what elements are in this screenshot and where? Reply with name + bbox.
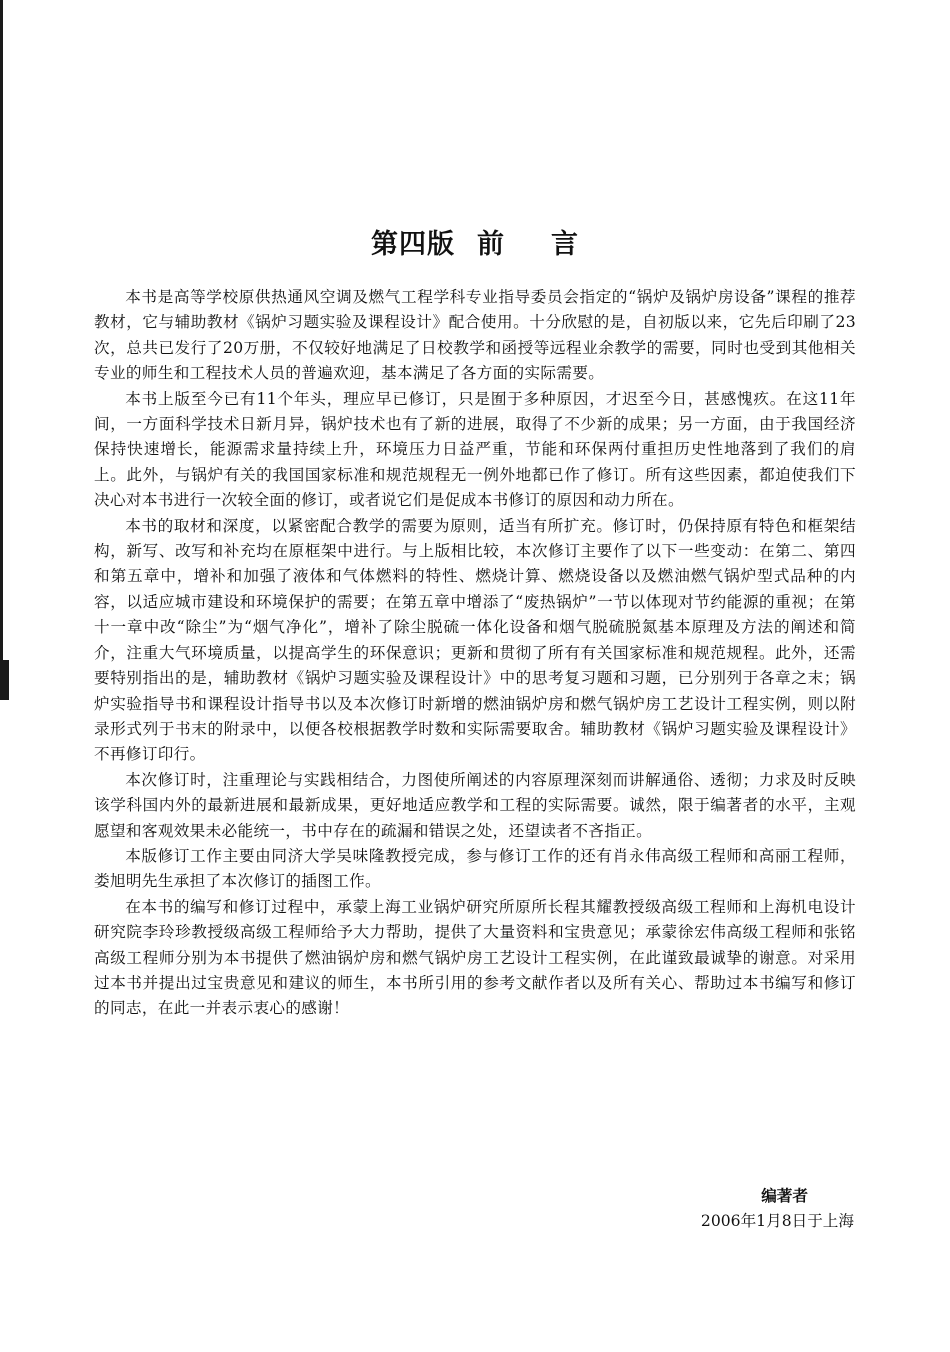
page-title xyxy=(0,223,950,267)
paragraph-5: 本版修订工作主要由同济大学吴味隆教授完成，参与修订工作的还有肖永伟高级工程师和高丽工程师，娄旭明先生承担了本次修订的插图工作。 xyxy=(94,846,856,891)
signature-date-place: 2006年1月8日于上海 xyxy=(700,1212,854,1230)
signature-author: 编著者 xyxy=(761,1187,808,1205)
paragraph-6: 在本书的编写和修订过程中，承蒙上海工业锅炉研究所原所长程其耀教授级高级工程师和上海机电设计研究院李玲珍教授级高级工程师给予大力帮助，提供了大量资料和宝贵意见；承蒙徐宏伟高级工程师和张铭高级工程师分别为本书提供了燃油锅炉房和燃气锅炉房工艺设计工程实例，在此谨致最诚挚的谢意。对采用过本书并提出过宝贵意见和建议的师生，本书所引用的参考文献作者以及所有关心、帮助过本书编写和修订的同志，在此一并表示衷心的感谢！ xyxy=(94,897,856,1018)
scan-edge-notch xyxy=(0,660,9,700)
paragraph-3: 本书的取材和深度，以紧密配合教学的需要为原则，适当有所扩充。修订时，仍保持原有特色和框架结构，新写、改写和补充均在原框架中进行。与上版相比较，本次修订主要作了以下一些变动：在第二、第四和第五章中，增补和加强了液体和气体燃料的特性、燃烧计算、燃烧设备以及燃油燃气锅炉型式品种的内容，以适应城市建设和环境保护的需要；在第五章中增添了“废热锅炉”一节以体现对节约能源的重视；在第十一章中改“除尘”为“烟气净化”，增补了除尘脱硫一体化设备和烟气脱硫脱氮基本原理及方法的阐述和简介，注重大气环境质量，以提高学生的环保意识；更新和贯彻了所有有关国家标准和规范规程。此外，还需要特别指出的是，辅助教材《锅炉习题实验及课程设计》中的思考复习题和习题，已分别列于各章之末；锅炉实验指导书和课程设计指导书以及本次修订时新增的燃油锅炉房和燃气锅炉房工艺设计工程实例，则以附录形式列于书末的附录中，以便各校根据教学时数和实际需要取舍。辅助教材《锅炉习题实验及课程设计》不再修订印行。 xyxy=(94,516,856,764)
paragraph-2: 本书上版至今已有11个年头，理应早已修订，只是囿于多种原因，才迟至今日，甚感愧疚。在这11年间，一方面科学技术日新月异，锅炉技术也有了新的进展，取得了不少新的成果；另一方面，由于我国经济保持快速增长，能源需求量持续上升，环境压力日益严重，节能和环保两付重担历史性地落到了我们的肩上。此外，与锅炉有关的我国国家标准和规范规程无一例外地都已作了修订。所有这些因素，都迫使我们下决心对本书进行一次较全面的修订，或者说它们是促成本书修订的原因和动力所在。 xyxy=(94,389,856,510)
title-word-2: 言 xyxy=(551,229,579,261)
preface-body xyxy=(94,285,856,1022)
signature-block xyxy=(701,1184,854,1234)
title-word-1: 前 xyxy=(477,229,505,261)
paragraph-1: 本书是高等学校原供热通风空调及燃气工程学科专业指导委员会指定的“锅炉及锅炉房设备”课程的推荐教材，它与辅助教材《锅炉习题实验及课程设计》配合使用。十分欣慰的是，自初版以来，它先后印刷了23次，总共已发行了20万册，不仅较好地满足了日校教学和函授等远程业余教学的需要，同时也受到其他相关专业的师生和工程技术人员的普遍欢迎，基本满足了各方面的实际需要。 xyxy=(94,288,856,383)
scan-edge-mark xyxy=(0,0,3,700)
paragraph-4: 本次修订时，注重理论与实践相结合，力图使所阐述的内容原理深刻而讲解通俗、透彻；力求及时反映该学科国内外的最新进展和最新成果，更好地适应教学和工程的实际需要。诚然，限于编著者的水平，主观愿望和客观效果未必能统一，书中存在的疏漏和错误之处，还望读者不吝指正。 xyxy=(94,770,856,840)
title-edition: 第四版 xyxy=(371,229,455,261)
